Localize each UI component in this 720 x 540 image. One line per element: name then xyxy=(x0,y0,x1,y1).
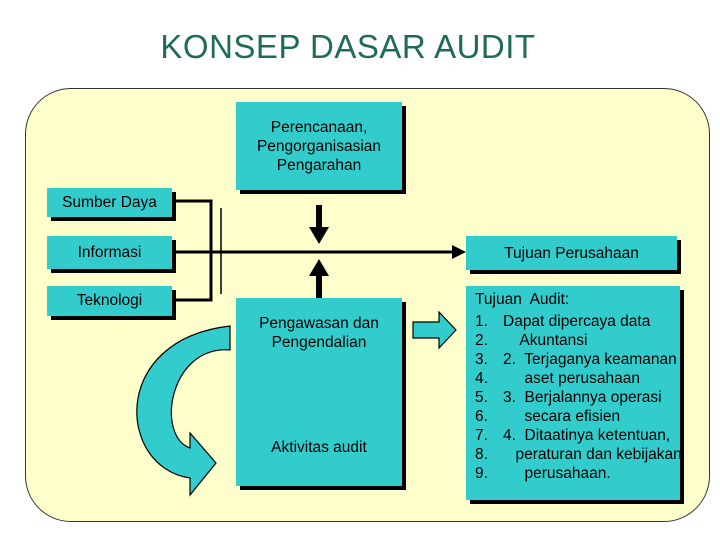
slide-title: KONSEP DASAR AUDIT xyxy=(160,28,536,65)
company-goal-box xyxy=(466,236,677,270)
list-item-number: 1. xyxy=(475,313,488,330)
supervision-line-2: Pengendalian xyxy=(271,334,367,351)
audit-activity-label: Aktivitas audit xyxy=(271,439,367,456)
list-item-text: 4. Ditaatinya ketentuan, xyxy=(503,427,671,444)
audit-goals-list xyxy=(475,312,680,483)
planning-line-1: Perencanaan, xyxy=(270,118,368,136)
curved-feedback-arrow xyxy=(137,326,230,495)
list-item xyxy=(475,350,680,369)
list-item-text: secara efisien xyxy=(503,408,621,425)
list-item-text: peraturan dan kebijakan xyxy=(493,446,682,463)
audit-goals-title: Tujuan Audit: xyxy=(475,291,570,308)
list-item-number: 9. xyxy=(475,465,488,482)
list-item-number: 8. xyxy=(475,446,488,463)
technology-box xyxy=(47,286,172,316)
list-item-text: Dapat dipercaya data xyxy=(503,313,651,330)
list-item xyxy=(475,388,680,407)
main-flow-arrowhead xyxy=(452,245,466,259)
resources-label: Sumber Daya xyxy=(62,194,157,211)
list-item xyxy=(475,464,680,483)
planning-line-2: Pengorganisasian xyxy=(256,137,382,155)
list-item-number: 3. xyxy=(475,351,488,368)
list-item-text: aset perusahaan xyxy=(503,370,641,387)
list-item xyxy=(475,331,680,350)
supervision-line-1: Pengawasan dan xyxy=(259,315,379,332)
technology-label: Teknologi xyxy=(76,292,143,309)
planning-box xyxy=(236,102,402,190)
up-arrow-shaft xyxy=(316,275,322,298)
information-label: Informasi xyxy=(77,244,142,261)
list-item-number: 2. xyxy=(475,332,488,349)
list-item-text: Akuntansi xyxy=(503,332,588,349)
block-arrow-right xyxy=(413,312,456,348)
list-item-text: perusahaan. xyxy=(503,465,611,482)
down-arrow-head xyxy=(309,227,329,244)
list-item-text: 3. Berjalannya operasi xyxy=(503,389,662,406)
list-item xyxy=(475,312,680,331)
list-item xyxy=(475,407,680,426)
planning-line-3: Pengarahan xyxy=(276,156,362,174)
information-box xyxy=(47,236,172,269)
list-item-number: 6. xyxy=(475,408,488,425)
list-item xyxy=(475,369,680,388)
down-arrow-shaft xyxy=(316,205,322,229)
list-item-number: 7. xyxy=(475,427,488,444)
list-item xyxy=(475,445,680,464)
resources-box xyxy=(47,188,172,217)
company-goal-label: Tujuan Perusahaan xyxy=(504,244,639,262)
list-item-number: 4. xyxy=(475,370,488,387)
audit-goals-box xyxy=(466,286,680,500)
list-item xyxy=(475,426,680,445)
supervision-box xyxy=(236,298,402,486)
list-item-text: 2. Terjaganya keamanan xyxy=(503,351,677,368)
up-arrow-head xyxy=(309,259,329,276)
list-item-number: 5. xyxy=(475,389,488,406)
